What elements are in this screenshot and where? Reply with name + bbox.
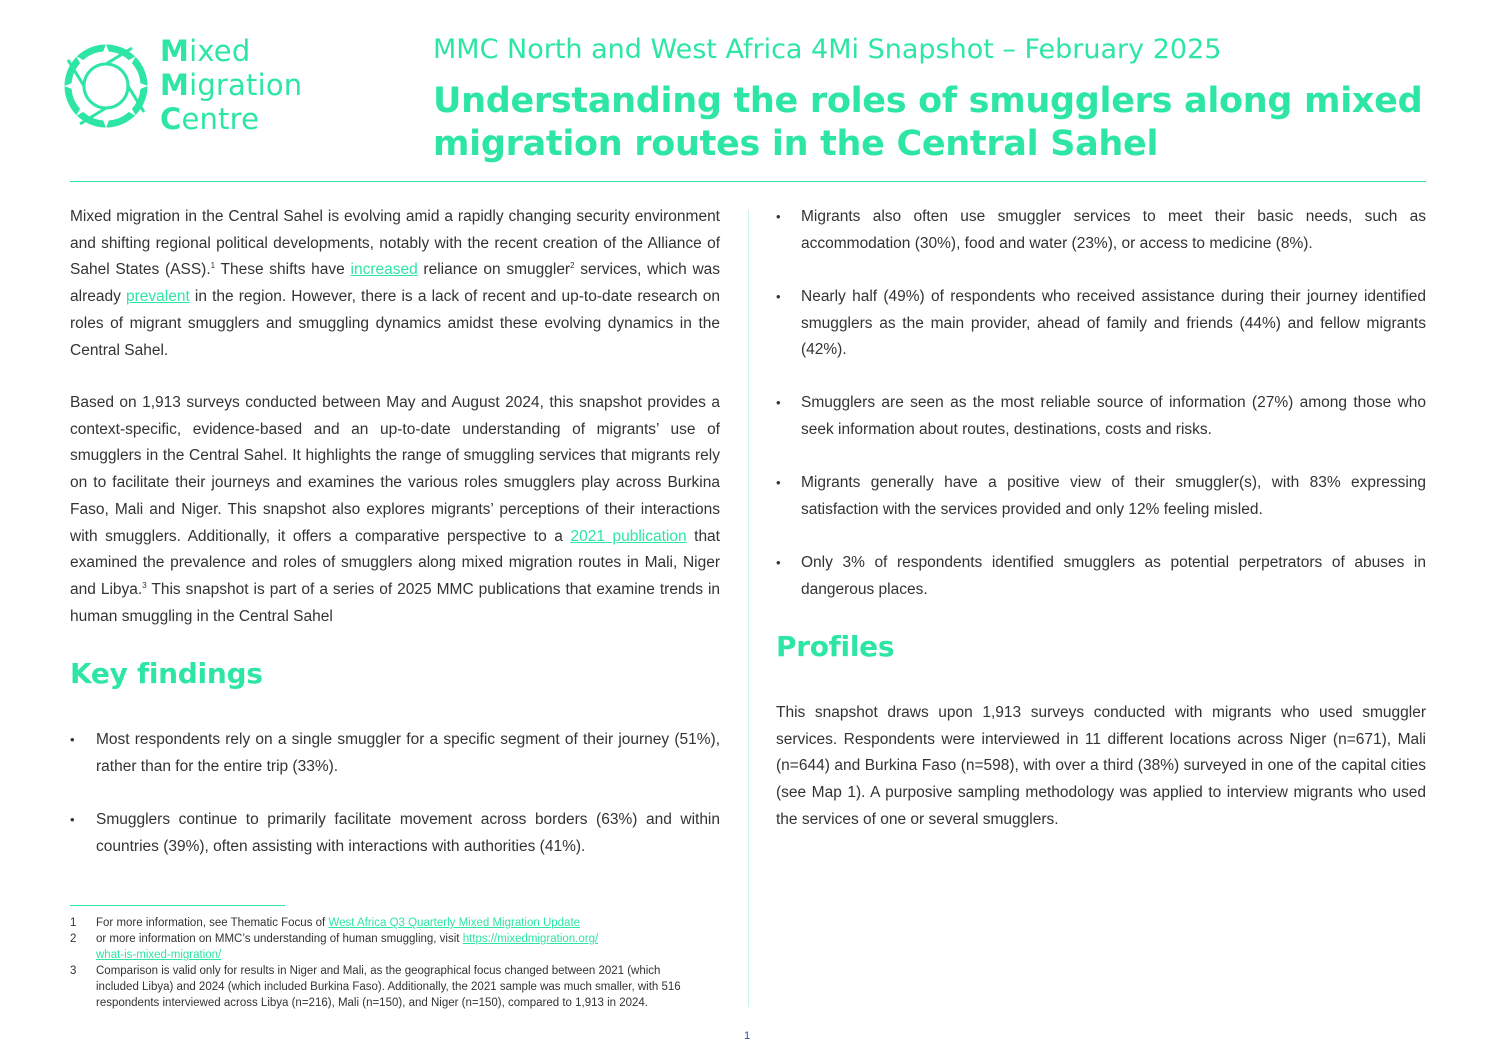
list-item: • Migrants also often use smuggler services to meet their basic needs, such as accommodation (30%), food and water (23%), or access to medicine (8%). — [776, 204, 1426, 257]
page-title: Understanding the roles of smugglers along mixed migration routes in the Central Sahel — [433, 81, 1423, 164]
2021-publication-link[interactable]: 2021 publication — [570, 527, 687, 545]
bullet-icon: • — [776, 475, 781, 490]
footnote-3: 3 Comparison is valid only for results in Niger and Mali, as the geographical focus changed between 2021 (which included Libya) and 2024 (which included Burkina Faso). Additionally, the 2021 sample was much smaller, with 516 respondents interviewed across Libya (n=216), Mali (n=150), and Niger (n=150), compared to 1,913 in 2024. — [70, 965, 681, 1009]
intro-paragraph: Mixed migration in the Central Sahel is evolving amid a rapidly changing security environment and shifting regional political developments, notably with the recent creation of the Alliance of Sahel States (ASS).$^1$ These shifts have increased reliance on smuggler$^2$ services, which was already prevalent in the region. However, there is a lack of recent and up-to-date research on roles of migrant smugglers and smuggling dynamics amidst these evolving dynamics in the Central Sahel. — [70, 208, 721, 359]
footnote-1: 1 For more information, see Thematic Focus of West Africa Q3 Quarterly Mixed Migration Update — [70, 917, 581, 929]
bullet-icon: • — [776, 395, 781, 410]
mmc-logo-icon — [60, 40, 152, 132]
context-paragraph: Based on 1,913 surveys conducted between May and August 2024, this snapshot provides a context-specific, evidence-based and an up-to-date understanding of migrants’ use of smugglers in the Central Sahel. It highlights the range of smuggling services that migrants rely on to facilitate their journeys and examines the various roles smugglers play across Burkina Faso, Mali and Niger. This snapshot also explores migrants’ perceptions of their interactions with smugglers. Additionally, it offers a comparative perspective to a 2021 publication that examined the prevalence and roles of smugglers along mixed migration routes in Mali, Niger and Libya.$^3$ This snapshot is part of a series of 2025 MMC publications that examine trends in human smuggling in the Central Sahel — [70, 394, 721, 625]
bullet-icon: • — [70, 732, 75, 747]
list-item: • Most respondents rely on a single smuggler for a specific segment of their journey (51%), rather than for the entire trip (33%). — [70, 727, 720, 780]
prevalent-link[interactable]: prevalent — [125, 288, 190, 306]
list-item: • Smugglers are seen as the most reliable source of information (27%) among those who seek information about routes, destinations, costs and risks. — [776, 390, 1426, 443]
increased-link[interactable]: increased — [350, 261, 418, 279]
bullet-icon: • — [776, 209, 781, 224]
list-item: • Nearly half (49%) of respondents who received assistance during their journey identified smugglers as the main provider, ahead of family and friends (44%) and fellow migrants (42%). — [776, 284, 1426, 364]
mmc-logo-wordmark: Mixed Migration Centre — [160, 34, 303, 136]
smuggling-info-link[interactable]: https://mixedmigration.org/ — [462, 933, 599, 945]
bullet-icon: • — [70, 812, 75, 827]
profiles-paragraph: This snapshot draws upon 1,913 surveys conducted with migrants who used smuggler services. Respondents were interviewed in 11 different locations across Niger (n=671), Mali (n=644) and Burkina Faso (n=598), with over a third (38%) surveyed in one of the capital cities (see Map 1). A purposive sampling methodology was applied to interview migrants who used the services of one or several smugglers. — [776, 704, 1426, 828]
key-findings-heading: Key findings — [70, 657, 263, 690]
bullet-icon: • — [776, 555, 781, 570]
report-subtitle: MMC North and West Africa 4Mi Snapshot – February 2025 — [433, 34, 1222, 65]
page-number: 1 — [744, 1030, 751, 1042]
list-item: • Only 3% of respondents identified smugglers as potential perpetrators of abuses in dangerous places. — [776, 550, 1426, 603]
footnote-2: 2 or more information on MMC’s understanding of human smuggling, visit https://mixedmigration.org/ what-is-mixed-migration/ — [70, 933, 599, 961]
profiles-heading: Profiles — [776, 630, 895, 663]
column-divider — [748, 210, 749, 1007]
footnote-divider — [70, 905, 285, 906]
smuggling-info-link-cont[interactable]: what-is-mixed-migration/ — [96, 949, 222, 961]
list-item: • Smugglers continue to primarily facilitate movement across borders (63%) and within countries (39%), often assisting with interactions with authorities (41%). — [70, 807, 720, 860]
bullet-icon: • — [776, 289, 781, 304]
list-item: • Migrants generally have a positive view of their smuggler(s), with 83% expressing satisfaction with the services provided and only 12% feeling misled. — [776, 470, 1426, 523]
header-divider — [70, 181, 1426, 182]
quarterly-update-link[interactable]: West Africa Q3 Quarterly Mixed Migration Update — [328, 917, 581, 929]
